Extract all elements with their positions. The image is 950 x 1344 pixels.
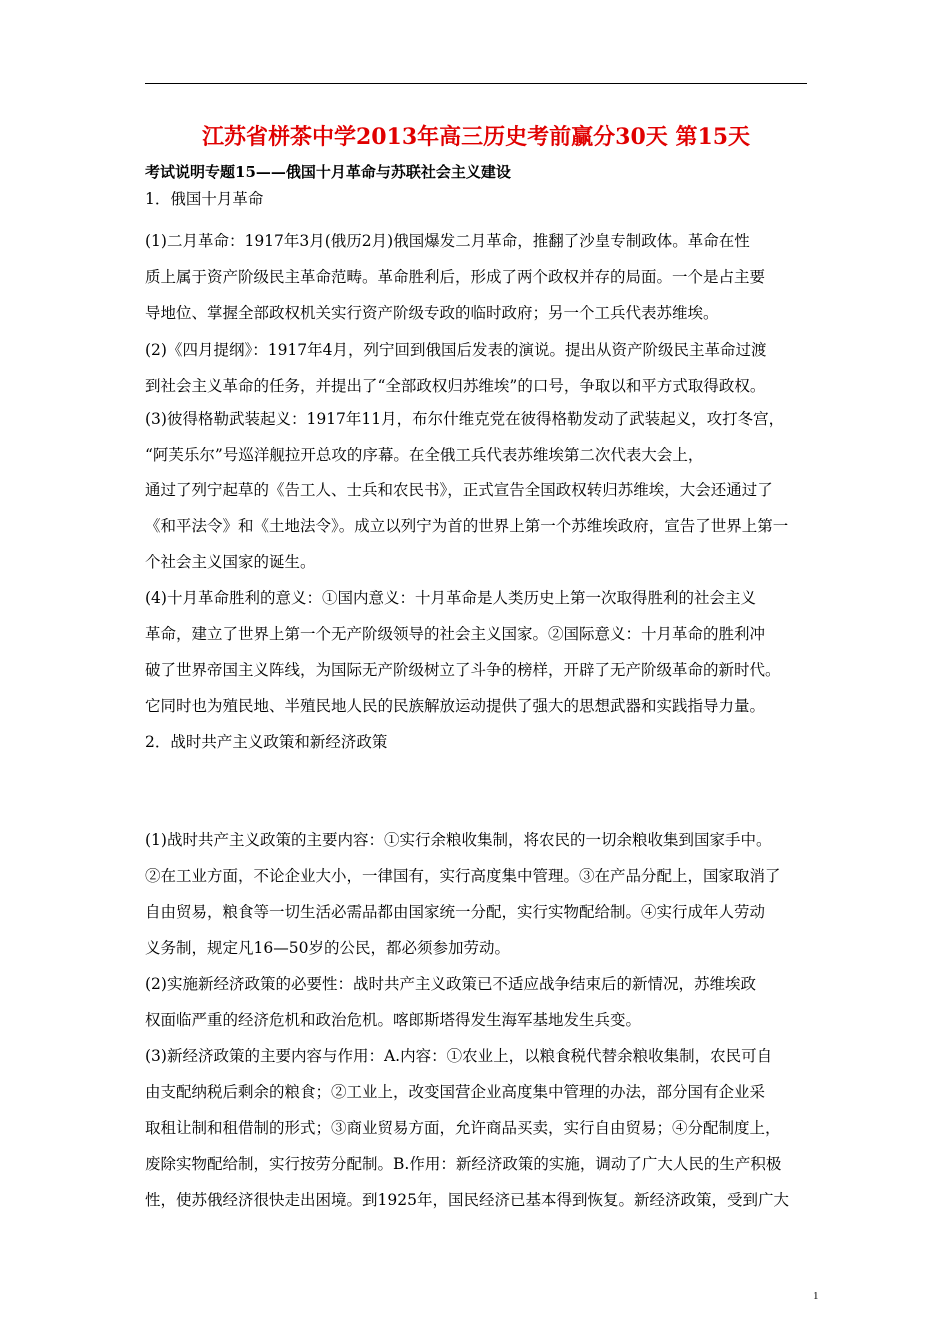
text-line: 革命，建立了世界上第一个无产阶级领导的社会主义国家。②国际意义：十月革命的胜利冲 <box>145 625 766 643</box>
text-line: (2)《四月提纲》：1917年4月，列宁回到俄国后发表的演说。提出从资产阶级民主革命过渡 <box>145 341 767 359</box>
text-line: ②在工业方面，不论企业大小，一律国有，实行高度集中管理。③在产品分配上，国家取消了 <box>145 867 781 885</box>
document-subtitle: 考试说明专题15——俄国十月革命与苏联社会主义建设 <box>145 163 511 181</box>
text-line: 由支配纳税后剩余的粮食；②工业上，改变国营企业高度集中管理的办法，部分国有企业采 <box>145 1083 766 1101</box>
text-line: (4)十月革命胜利的意义：①国内意义：十月革命是人类历史上第一次取得胜利的社会主义 <box>145 589 756 607</box>
text-line: (2)实施新经济政策的必要性：战时共产主义政策已不适应战争结束后的新情况，苏维埃政 <box>145 975 756 993</box>
text-line: 性，使苏俄经济很快走出困境。到1925年，国民经济已基本得到恢复。新经济政策，受到广大 <box>145 1191 789 1209</box>
text-line: 权面临严重的经济危机和政治危机。喀郎斯塔得发生海军基地发生兵变。 <box>145 1011 642 1029</box>
text-line: (1)二月革命：1917年3月(俄历2月)俄国爆发二月革命，推翻了沙皇专制政体。革命在性 <box>145 232 750 250</box>
text-line: 1．俄国十月革命 <box>145 190 264 208</box>
text-line: 破了世界帝国主义阵线，为国际无产阶级树立了斗争的榜样，开辟了无产阶级革命的新时代。 <box>145 661 781 679</box>
text-line: 通过了列宁起草的《告工人、士兵和农民书》，正式宣告全国政权转归苏维埃，大会还通过了 <box>145 481 773 499</box>
text-line: 取租让制和租借制的形式；③商业贸易方面，允许商品买卖，实行自由贸易；④分配制度上， <box>145 1119 781 1137</box>
text-line: 义务制，规定凡16—50岁的公民，都必须参加劳动。 <box>145 939 510 957</box>
text-line: (1)战时共产主义政策的主要内容：①实行余粮收集制，将农民的一切余粮收集到国家手中。 <box>145 831 772 849</box>
document-title: 江苏省栟茶中学2013年高三历史考前赢分30天 第15天 <box>201 124 751 150</box>
text-line: 个社会主义国家的诞生。 <box>145 553 316 571</box>
text-line: 质上属于资产阶级民主革命范畴。革命胜利后，形成了两个政权并存的局面。一个是占主要 <box>145 268 766 286</box>
text-line: 2．战时共产主义政策和新经济政策 <box>145 733 388 751</box>
text-line: 它同时也为殖民地、半殖民地人民的民族解放运动提供了强大的思想武器和实践指导力量。 <box>145 697 766 715</box>
text-line: (3)彼得格勒武装起义：1917年11月，布尔什维克党在彼得格勒发动了武装起义，攻打冬宫， <box>145 410 785 428</box>
text-line: “阿芙乐尔”号巡洋舰拉开总攻的序幕。在全俄工兵代表苏维埃第二次代表大会上， <box>145 446 704 464</box>
text-line: (3)新经济政策的主要内容与作用：A.内容：①农业上，以粮食税代替余粮收集制，农民可自 <box>145 1047 773 1065</box>
page-number: 1 <box>813 1290 819 1302</box>
header-rule <box>145 83 807 84</box>
text-line: 到社会主义革命的任务，并提出了“全部政权归苏维埃”的口号，争取以和平方式取得政权。 <box>145 377 766 395</box>
text-line: 自由贸易，粮食等一切生活必需品都由国家统一分配，实行实物配给制。④实行成年人劳动 <box>145 903 766 921</box>
text-line: 导地位、掌握全部政权机关实行资产阶级专政的临时政府；另一个工兵代表苏维埃。 <box>145 304 719 322</box>
text-line: 《和平法令》和《土地法令》。成立以列宁为首的世界上第一个苏维埃政府，宣告了世界上第一 <box>145 517 789 535</box>
text-line: 废除实物配给制，实行按劳分配制。B.作用：新经济政策的实施，调动了广大人民的生产积极 <box>145 1155 782 1173</box>
